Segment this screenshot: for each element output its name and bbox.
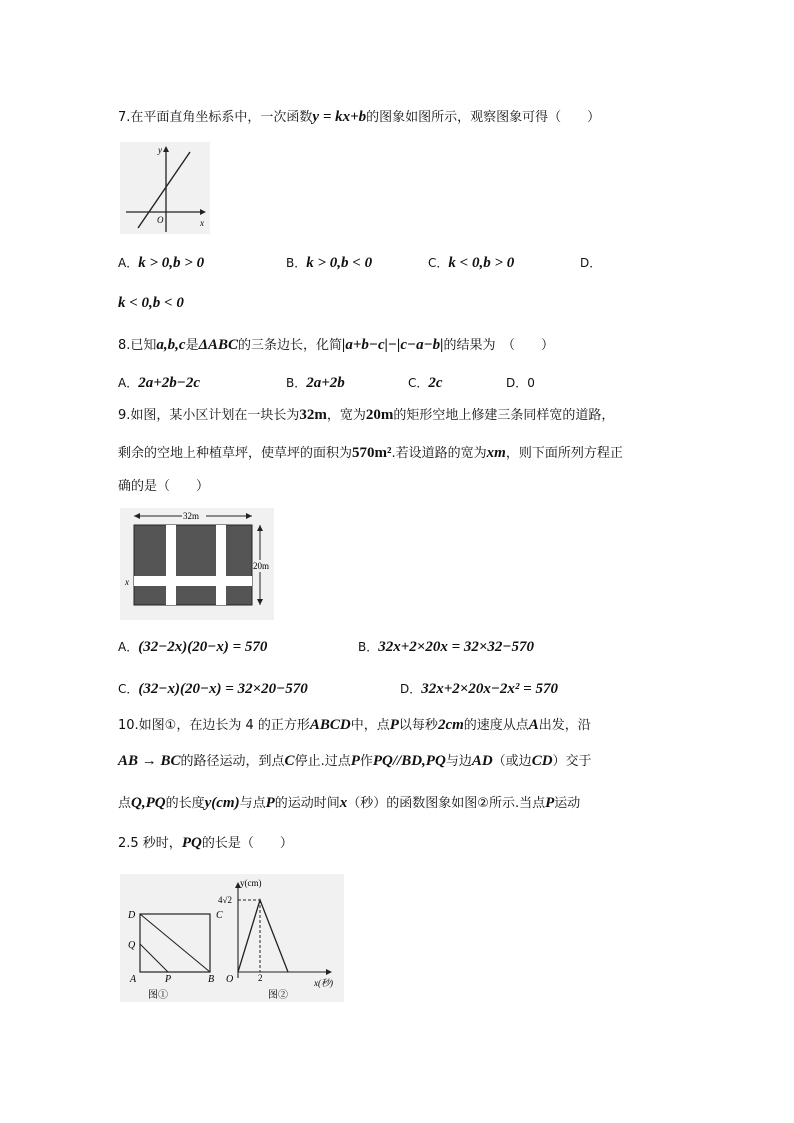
q8-option-c-expr: 2c xyxy=(428,375,443,391)
q9-option-a-expr: (32−2x)(20−x) = 570 xyxy=(138,639,268,655)
q7-figure xyxy=(120,142,210,234)
q7-x-label: x xyxy=(200,218,204,228)
q10-caption-1: 图① xyxy=(148,990,168,1001)
q10-figures xyxy=(120,874,344,1002)
q8-option-c[interactable] xyxy=(408,374,443,392)
q9-width: 20m xyxy=(365,407,394,423)
q10-text-2f: ）交于 xyxy=(552,754,592,769)
q9-text-2b: .若设道路的宽为 xyxy=(391,446,487,461)
q10-x: x xyxy=(339,795,348,811)
q10-diagonal-bd xyxy=(140,914,210,972)
q9-xvar: xm xyxy=(486,445,506,461)
q10-text-2e: （或边 xyxy=(492,754,532,769)
q10-point-q: Q,PQ xyxy=(131,795,166,811)
q8-triangle: ΔABC xyxy=(198,337,239,353)
q10-text-3b: 的长度 xyxy=(165,796,205,811)
q10-label-d: D xyxy=(128,910,136,921)
q9-option-b-expr: 32x+2×20x = 32×32−570 xyxy=(378,639,535,655)
q9-left-label: x xyxy=(125,577,129,587)
q8-mid: 是 xyxy=(185,338,199,353)
q10-text-2b: 停止.过点 xyxy=(294,754,351,769)
q10-side-ad: AD xyxy=(471,753,493,769)
q10-text-3e: （秒）的函数图象如图②所示.当点 xyxy=(347,796,546,811)
q9-option-b-letter: B． xyxy=(358,640,379,654)
q10-label-a: A xyxy=(130,974,137,985)
q7-function-line xyxy=(138,152,190,228)
q10-text-3d: 的运动时间 xyxy=(274,796,340,811)
q10-line-4 xyxy=(118,834,293,853)
q9-road-diagram xyxy=(120,508,274,620)
q10-text-4a: 2.5 秒时， xyxy=(118,836,182,851)
q9-length: 32m xyxy=(299,407,327,423)
q7-suffix: 的图象如图所示，观察图象可得（ ） xyxy=(366,110,601,125)
q8-stem xyxy=(118,336,554,355)
q7-function: y = kx+b xyxy=(312,109,367,125)
q10-text-1b: 中，点 xyxy=(350,718,390,733)
q7-option-c-letter: C． xyxy=(428,256,449,270)
q10-text-1a: 10.如图①，在边长为 4 的正方形 xyxy=(118,718,310,733)
q10-square: ABCD xyxy=(309,717,351,733)
q7-prefix: 7.在平面直角坐标系中，一次函数 xyxy=(118,110,313,125)
q10-point-c: C xyxy=(284,753,295,769)
q9-figure xyxy=(120,508,274,620)
q9-option-c-expr: (32−x)(20−x) = 32×20−570 xyxy=(138,681,308,697)
q10-line-3 xyxy=(118,794,580,813)
q7-option-c-expr: k < 0,b > 0 xyxy=(448,255,515,271)
q7-option-d-letter[interactable]: D． xyxy=(580,256,602,270)
q10-x-axis-label: x(秒) xyxy=(314,978,333,988)
q10-label-q: Q xyxy=(128,940,136,951)
q10-text-3c: 与点 xyxy=(239,796,266,811)
q10-point-p: P xyxy=(389,717,399,733)
q9-text-1c: 的矩形空地上修建三条同样宽的道路， xyxy=(393,408,615,423)
q10-ycm: y(cm) xyxy=(204,795,240,811)
q10-point-p-4: P xyxy=(545,795,555,811)
q8-mid2: 的三条边长，化简 xyxy=(238,338,343,353)
q7-option-b[interactable] xyxy=(286,254,372,272)
q9-option-d-expr: 32x+2×20x−2x² = 570 xyxy=(421,681,558,697)
q9-text-2c: ，则下面所列方程正 xyxy=(505,446,623,461)
q8-option-d-expr: 0 xyxy=(527,376,535,390)
q9-area: 570m² xyxy=(352,445,392,461)
q10-point-p-3: P xyxy=(265,795,275,811)
q9-option-c[interactable] xyxy=(118,680,308,698)
q7-graph xyxy=(120,142,210,234)
q7-stem xyxy=(118,108,600,127)
q7-option-b-expr: k > 0,b < 0 xyxy=(306,255,373,271)
q10-label-p: P xyxy=(165,974,172,985)
q10-side-cd: CD xyxy=(531,753,553,769)
q7-option-a-expr: k > 0,b > 0 xyxy=(138,255,205,271)
q8-vars: a,b,c xyxy=(156,337,186,353)
q7-option-c[interactable] xyxy=(428,254,514,272)
q8-option-c-letter: C． xyxy=(408,376,429,390)
q9-option-d-letter: D． xyxy=(400,682,422,696)
q10-path: AB → BC xyxy=(118,753,181,769)
q10-label-b: B xyxy=(208,974,215,985)
q10-segment-pq xyxy=(140,944,168,972)
q7-origin-label: O xyxy=(157,215,164,225)
q10-text-3a: 点 xyxy=(118,796,132,811)
q10-point-a: A xyxy=(528,717,539,733)
q9-line-2 xyxy=(118,444,623,463)
q10-speed: 2cm xyxy=(437,717,464,733)
q9-option-d[interactable] xyxy=(400,680,558,698)
q9-text-1a: 9.如图，某小区计划在一块长为 xyxy=(118,408,300,423)
q10-caption-2: 图② xyxy=(268,990,288,1001)
q9-text-1b: ，宽为 xyxy=(326,408,366,423)
q10-origin: O xyxy=(226,974,234,985)
q10-text-1e: 出发，沿 xyxy=(538,718,591,733)
q7-option-a-letter: A． xyxy=(118,256,139,270)
q10-y-axis-label: y(cm) xyxy=(240,878,262,888)
q8-expression: |a+b−c|−|c−a−b| xyxy=(342,337,444,353)
q10-pq: PQ xyxy=(181,835,202,851)
q10-point-p-2: P xyxy=(350,753,360,769)
q10-graph-line xyxy=(238,900,288,972)
q10-text-2c: 作 xyxy=(359,754,373,769)
q8-option-b-expr: 2a+2b xyxy=(306,375,345,391)
q8-option-d[interactable] xyxy=(506,374,535,392)
q7-option-d-expr-text: k < 0,b < 0 xyxy=(118,295,184,311)
q9-option-b[interactable] xyxy=(358,638,534,656)
q10-diagram xyxy=(120,874,344,1002)
q8-option-b-letter: B． xyxy=(286,376,307,390)
q10-text-2a: 的路径运动，到点 xyxy=(180,754,285,769)
q8-suffix: 的结果为 （ ） xyxy=(443,338,554,353)
q10-line-1 xyxy=(118,716,591,735)
q10-text-1c: 以每秒 xyxy=(398,718,438,733)
q9-right-label: 20m xyxy=(253,561,270,571)
q7-option-b-letter: B． xyxy=(286,256,307,270)
q8-option-a[interactable] xyxy=(118,374,200,392)
q7-option-d-expr xyxy=(118,294,184,312)
q10-line-2 xyxy=(118,752,592,771)
q9-option-a-letter: A． xyxy=(118,640,139,654)
q8-option-d-letter: D． xyxy=(506,376,528,390)
q7-option-a[interactable] xyxy=(118,254,204,272)
q8-option-b[interactable] xyxy=(286,374,345,392)
q8-option-a-letter: A． xyxy=(118,376,139,390)
q9-text-2a: 剩余的空地上种植草坪，使草坪的面积为 xyxy=(118,446,353,461)
q9-top-label: 32m xyxy=(183,511,200,521)
q10-parallel: PQ//BD,PQ xyxy=(372,753,446,769)
q7-y-label: y xyxy=(158,145,162,155)
q10-text-2d: 与边 xyxy=(445,754,472,769)
q8-option-a-expr: 2a+2b−2c xyxy=(138,375,201,391)
q9-line-3: 确的是（ ） xyxy=(118,479,210,494)
q10-text-4b: 的长是（ ） xyxy=(201,836,293,851)
q10-y-tick: 4√2 xyxy=(218,895,232,905)
q9-option-c-letter: C． xyxy=(118,682,139,696)
q10-x-tick: 2 xyxy=(258,973,263,983)
q8-prefix: 8.已知 xyxy=(118,338,157,353)
q10-text-1d: 的速度从点 xyxy=(463,718,529,733)
q9-line-1 xyxy=(118,406,614,425)
q9-option-a[interactable] xyxy=(118,638,267,656)
q10-text-3f: 运动 xyxy=(554,796,581,811)
q10-label-c: C xyxy=(216,910,223,921)
